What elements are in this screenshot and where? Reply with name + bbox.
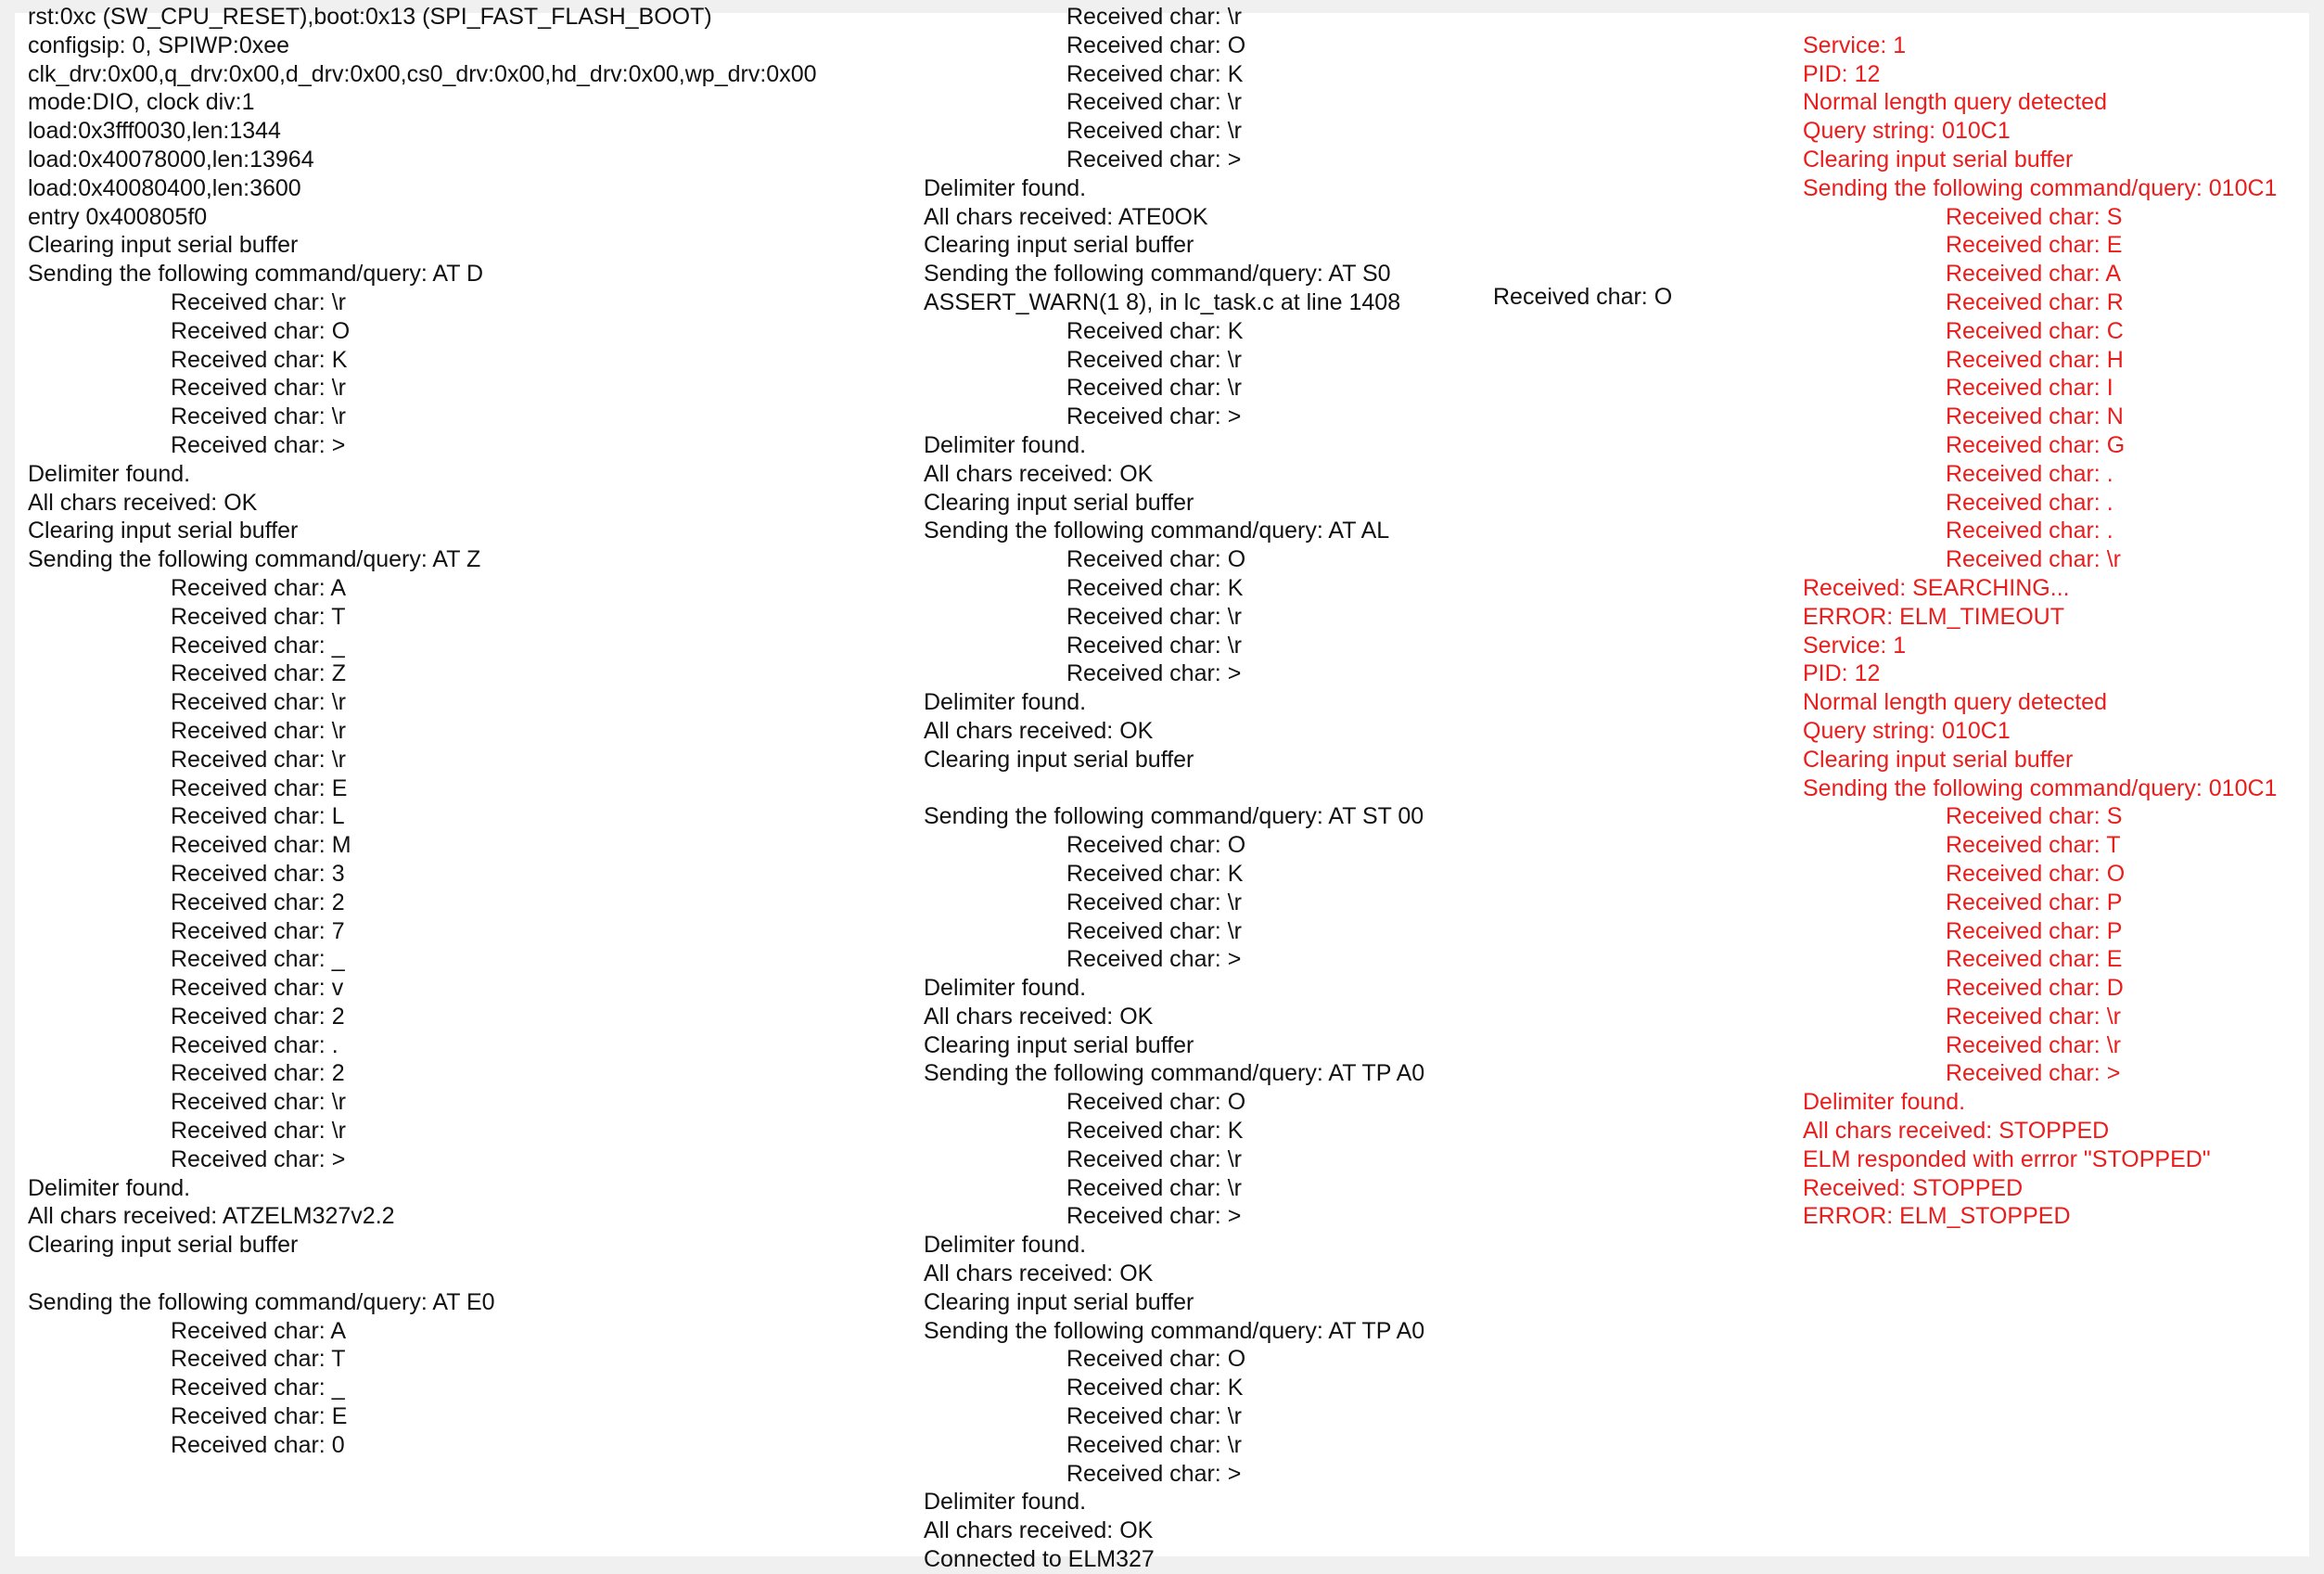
log-line: Delimiter found. <box>28 1174 191 1201</box>
log-line: Received char: C <box>1946 317 2124 344</box>
blank-line <box>1803 3 2304 32</box>
log-line: Received char: 3 <box>171 860 345 887</box>
log-line: Delimiter found. <box>924 174 1087 201</box>
log-line: Received char: E <box>171 1403 348 1430</box>
log-line: clk_drv:0x00,q_drv:0x00,d_drv:0x00,cs0_drv:0x00,hd_drv:0x00,wp_drv:0x00 <box>28 60 817 87</box>
log-line: Received char: E <box>171 774 348 801</box>
log-line: Clearing input serial buffer <box>28 1232 299 1259</box>
log-line: Received char: \r <box>171 288 346 315</box>
log-line: entry 0x400805f0 <box>28 203 208 230</box>
log-line: Received char: K <box>1066 60 1244 87</box>
log-line: Received char: N <box>1946 403 2124 430</box>
log-line: Received char: Z <box>171 660 346 687</box>
log-line: Sending the following command/query: 010C1 <box>1803 174 2278 201</box>
log-line: Received char: K <box>1066 1375 1244 1401</box>
log-line: load:0x3fff0030,len:1344 <box>28 118 281 145</box>
log-line: All chars received: OK <box>924 717 1154 744</box>
log-line: Clearing input serial buffer <box>924 746 1194 773</box>
log-line: Received char: \r <box>171 1118 346 1145</box>
log-column-3-errors <box>1803 3 2304 1231</box>
log-line: Received char: R <box>1946 288 2124 315</box>
log-line: Received char: v <box>171 975 344 1002</box>
log-line: Received char: 2 <box>171 1003 345 1030</box>
log-line: Received char: K <box>1066 1118 1244 1145</box>
log-line: Clearing input serial buffer <box>28 518 299 544</box>
log-line: PID: 12 <box>1803 60 1881 87</box>
log-column-2 <box>924 3 1666 1574</box>
log-line: Received char: O <box>1493 284 1673 310</box>
log-line: Received char: O <box>1066 546 1246 573</box>
log-line: All chars received: OK <box>924 1003 1154 1030</box>
log-line: Received char: E <box>1946 232 2123 259</box>
log-line: Received char: M <box>171 832 351 859</box>
log-line: Received char: P <box>1946 889 2123 915</box>
log-line: Received char: E <box>1946 946 2123 973</box>
log-line: Received char: \r <box>1066 118 1242 145</box>
blank-line <box>28 1260 900 1288</box>
log-line: Received char: O <box>1066 1089 1246 1116</box>
log-line: ASSERT_WARN(1 8), in lc_task.c at line 1408 <box>924 288 1401 315</box>
log-line: Connected to ELM327 <box>924 1546 1155 1573</box>
log-line: Received char: K <box>1066 574 1244 601</box>
log-line: Received char: 7 <box>171 917 345 944</box>
log-line: PID: 12 <box>1803 660 1881 687</box>
log-line: Received char: 2 <box>171 889 345 915</box>
log-line: All chars received: ATE0OK <box>924 203 1208 230</box>
log-line: Delimiter found. <box>924 431 1087 458</box>
log-line: Received char: > <box>1946 1060 2121 1087</box>
log-line: Received char: > <box>1066 946 1242 973</box>
log-line: Received char: O <box>1066 1346 1246 1373</box>
log-line: Sending the following command/query: AT TP A0 <box>924 1060 1425 1087</box>
serial-monitor-output[interactable] <box>15 4 2309 1573</box>
log-line: Received char: A <box>1946 261 2121 288</box>
log-line: Received char: 0 <box>171 1431 345 1458</box>
log-line: Received char: > <box>1066 403 1242 430</box>
log-line: Received char: K <box>171 346 348 373</box>
log-line: Received char: _ <box>171 946 345 973</box>
log-line: Query string: 010C1 <box>1803 118 2011 145</box>
log-line: Received char: . <box>1946 518 2113 544</box>
log-line: Received char: \r <box>171 689 346 716</box>
log-line: Received char: \r <box>171 746 346 773</box>
log-line: Clearing input serial buffer <box>1803 746 2074 773</box>
log-line: Delimiter found. <box>924 1489 1087 1516</box>
log-line: Received char: O <box>1066 32 1246 58</box>
log-line: Received char: > <box>1066 660 1242 687</box>
log-line: Received char: D <box>1946 975 2124 1002</box>
log-line: Received char: > <box>1066 1460 1242 1487</box>
log-line: Received char: T <box>171 1346 346 1373</box>
log-line: Clearing input serial buffer <box>924 1031 1194 1058</box>
log-line: Delimiter found. <box>28 460 191 487</box>
log-line: Received char: P <box>1946 917 2123 944</box>
log-line: load:0x40080400,len:3600 <box>28 174 301 201</box>
log-line: All chars received: OK <box>28 489 258 516</box>
log-line: Received char: T <box>1946 832 2121 859</box>
log-line: All chars received: ATZELM327v2.2 <box>28 1203 395 1230</box>
log-line: Sending the following command/query: AT E0 <box>28 1288 495 1315</box>
log-line: Received char: O <box>171 317 351 344</box>
log-line: configsip: 0, SPIWP:0xee <box>28 32 290 58</box>
log-line: Delimiter found. <box>924 975 1087 1002</box>
log-line: Received char: \r <box>171 1089 346 1116</box>
log-line: Delimiter found. <box>924 689 1087 716</box>
log-line: Clearing input serial buffer <box>1803 146 2074 173</box>
log-line: Received char: \r <box>1066 917 1242 944</box>
log-line: mode:DIO, clock div:1 <box>28 89 255 116</box>
log-line: Received char: K <box>1066 860 1244 887</box>
log-line: Received char: \r <box>1066 4 1242 30</box>
log-line: Query string: 010C1 <box>1803 717 2011 744</box>
log-line: Delimiter found. <box>924 1232 1087 1259</box>
log-line: Received char: \r <box>1946 546 2121 573</box>
log-line: Received char: \r <box>1066 1145 1242 1172</box>
log-line: Normal length query detected <box>1803 89 2107 116</box>
log-line: Received char: T <box>171 603 346 630</box>
log-line: Received char: S <box>1946 203 2123 230</box>
log-line: Sending the following command/query: AT D <box>28 261 484 288</box>
log-line: Received char: . <box>171 1031 338 1058</box>
log-line: Sending the following command/query: AT TP A0 <box>924 1317 1425 1344</box>
log-line: Service: 1 <box>1803 632 1907 659</box>
log-line: Sending the following command/query: AT Z <box>28 546 481 573</box>
log-line: Clearing input serial buffer <box>28 232 299 259</box>
log-line: Received char: S <box>1946 803 2123 830</box>
log-line: Received char: \r <box>1946 1031 2121 1058</box>
log-line: All chars received: STOPPED <box>1803 1118 2110 1145</box>
blank-line <box>924 774 1666 803</box>
log-line: Received char: O <box>1066 832 1246 859</box>
log-line: Received char: > <box>171 431 346 458</box>
log-line: Received char: L <box>171 803 345 830</box>
log-line: Received char: \r <box>1066 889 1242 915</box>
log-line: ELM responded with errror "STOPPED" <box>1803 1145 2211 1172</box>
log-line: Received: SEARCHING... <box>1803 574 2070 601</box>
log-line: Clearing input serial buffer <box>924 489 1194 516</box>
log-line: load:0x40078000,len:13964 <box>28 146 314 173</box>
log-line: Received char: K <box>1066 317 1244 344</box>
log-line: Received char: \r <box>1066 1174 1242 1201</box>
log-line: Received char: \r <box>171 375 346 402</box>
log-line: Received char: \r <box>1066 375 1242 402</box>
log-line: Received char: . <box>1946 460 2113 487</box>
log-line: Received char: _ <box>171 632 345 659</box>
log-column-1 <box>28 3 900 1460</box>
log-line: Received char: \r <box>1066 346 1242 373</box>
log-line: Received char: > <box>171 1145 346 1172</box>
log-line: Received char: _ <box>171 1375 345 1401</box>
log-line: Received char: \r <box>1066 603 1242 630</box>
log-line: ERROR: ELM_STOPPED <box>1803 1203 2071 1230</box>
log-line: Received char: H <box>1946 346 2124 373</box>
log-line: Received char: \r <box>171 403 346 430</box>
log-line: Normal length query detected <box>1803 689 2107 716</box>
log-line: Received char: \r <box>1066 1403 1242 1430</box>
log-line: Received char: \r <box>1066 632 1242 659</box>
log-line: Received char: \r <box>171 717 346 744</box>
log-line: Received char: > <box>1066 1203 1242 1230</box>
log-line: Received char: O <box>1946 860 2126 887</box>
log-line: ERROR: ELM_TIMEOUT <box>1803 603 2064 630</box>
log-line: Service: 1 <box>1803 32 1907 58</box>
log-line: Received char: A <box>171 1317 346 1344</box>
log-line: Received char: I <box>1946 375 2113 402</box>
log-line: Received char: G <box>1946 431 2126 458</box>
log-line: All chars received: OK <box>924 460 1154 487</box>
log-line: Received char: \r <box>1946 1003 2121 1030</box>
log-line: All chars received: OK <box>924 1517 1154 1544</box>
log-line: Received char: \r <box>1066 1431 1242 1458</box>
log-line: Sending the following command/query: AT S0 <box>924 261 1391 288</box>
log-line: Sending the following command/query: AT AL <box>924 518 1390 544</box>
log-line: All chars received: OK <box>924 1260 1154 1287</box>
log-line: Received char: . <box>1946 489 2113 516</box>
log-line: Sending the following command/query: AT ST 00 <box>924 803 1424 830</box>
log-line: rst:0xc (SW_CPU_RESET),boot:0x13 (SPI_FAST_FLASH_BOOT) <box>28 4 712 30</box>
log-line: Received char: A <box>171 574 346 601</box>
log-line: Clearing input serial buffer <box>924 232 1194 259</box>
log-line: Received char: \r <box>1066 89 1242 116</box>
log-line: Received char: 2 <box>171 1060 345 1087</box>
log-line: Received: STOPPED <box>1803 1174 2024 1201</box>
log-line: Delimiter found. <box>1803 1089 1966 1116</box>
log-line: Clearing input serial buffer <box>924 1288 1194 1315</box>
log-line: Sending the following command/query: 010C1 <box>1803 774 2278 801</box>
log-line: Received char: > <box>1066 146 1242 173</box>
